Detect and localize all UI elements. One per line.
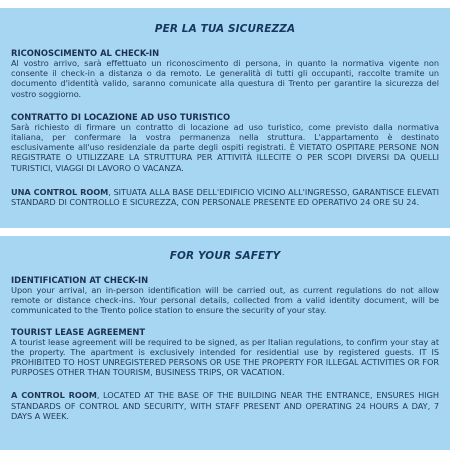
english-safety-panel — [0, 236, 450, 450]
english-control-room-lead: A CONTROL ROOM — [11, 390, 97, 401]
english-lease-heading: TOURIST LEASE AGREEMENT — [11, 326, 146, 337]
italian-checkin-section — [11, 48, 439, 99]
english-lease-section — [11, 327, 439, 378]
italian-checkin-heading: RICONOSCIMENTO AL CHECK-IN — [11, 48, 160, 58]
italian-control-room-section — [11, 187, 439, 207]
italian-checkin-text: Al vostro arrivo, sarà effettuato un riconoscimento di persona, in quanto la normativa vigente non consente il check-in a distanza o da remoto. Le generalità di tutti gli occupanti, raccolte tramite un documento d'identità valido, saranno comunicate alla questura di Trento per garantire la sicurezza del vostro soggiorno. — [11, 58, 439, 99]
italian-control-room-text — [11, 187, 439, 207]
italian-safety-panel — [0, 8, 450, 228]
english-checkin-text: Upon your arrival, an in-person identification will be carried out, as current regulations do not allow remote or distance check-ins. Your personal details, collected from a valid identity document, will be communicated to the Trento police station to ensure the security of your stay. — [11, 285, 439, 316]
italian-lease-section — [11, 112, 439, 173]
english-control-room-text — [11, 390, 439, 421]
italian-lease-heading: CONTRATTO DI LOCAZIONE AD USO TURISTICO — [11, 111, 231, 122]
italian-lease-text: Sarà richiesto di firmare un contratto di locazione ad uso turistico, come previsto dalla normativa italiana, per confermare la vostra permanenza nella struttura. L'appartamento è destinato esclusivamente all'uso residenziale da parte degli ospiti registrati. È VIETATO OSPITARE PERSONE NON REGISTRATE O UTILIZZARE LA STRUTTURA PER ATTIVITÀ ILLECITE O PER SCOPI DIVERSI DA QUELLI TURISTICI, VIAGGI DI LAVORO O VACANZA. — [11, 121, 439, 173]
english-control-room-body: , LOCATED AT THE BASE OF THE BUILDING NEAR THE ENTRANCE, ENSURES HIGH STANDARDS OF CONTROL AND SECURITY, WITH STAFF PRESENT AND OPERATING 24 HOURS A DAY, 7 DAYS A WEEK. — [11, 390, 439, 421]
english-checkin-section — [11, 275, 439, 316]
italian-title: PER LA TUA SICUREZZA — [154, 23, 296, 35]
english-control-room-section — [11, 390, 439, 421]
english-title: FOR YOUR SAFETY — [169, 250, 281, 262]
english-checkin-heading: IDENTIFICATION AT CHECK-IN — [11, 275, 149, 285]
english-lease-text: A tourist lease agreement will be required to be signed, as per Italian regulations, to confirm your stay at the property. The apartment is exclusively intended for residential use by registered guests. IT IS PROHIBITED TO HOST UNREGISTERED PERSONS OR USE THE PROPERTY FOR ILLEGAL ACTIVITIES OR FOR PURPOSES OTHER THAN TOURISM, BUSINESS TRIPS, OR VACATION. — [11, 336, 439, 378]
italian-control-room-body: , SITUATA ALLA BASE DELL'EDIFICIO VICINO ALL'INGRESSO, GARANTISCE ELEVATI STANDARD DI CONTROLLO E SICUREZZA, CON PERSONALE PRESENTE ED OPERATIVO 24 ORE SU 24. — [11, 186, 439, 208]
italian-control-room-lead: UNA CONTROL ROOM — [11, 186, 109, 197]
